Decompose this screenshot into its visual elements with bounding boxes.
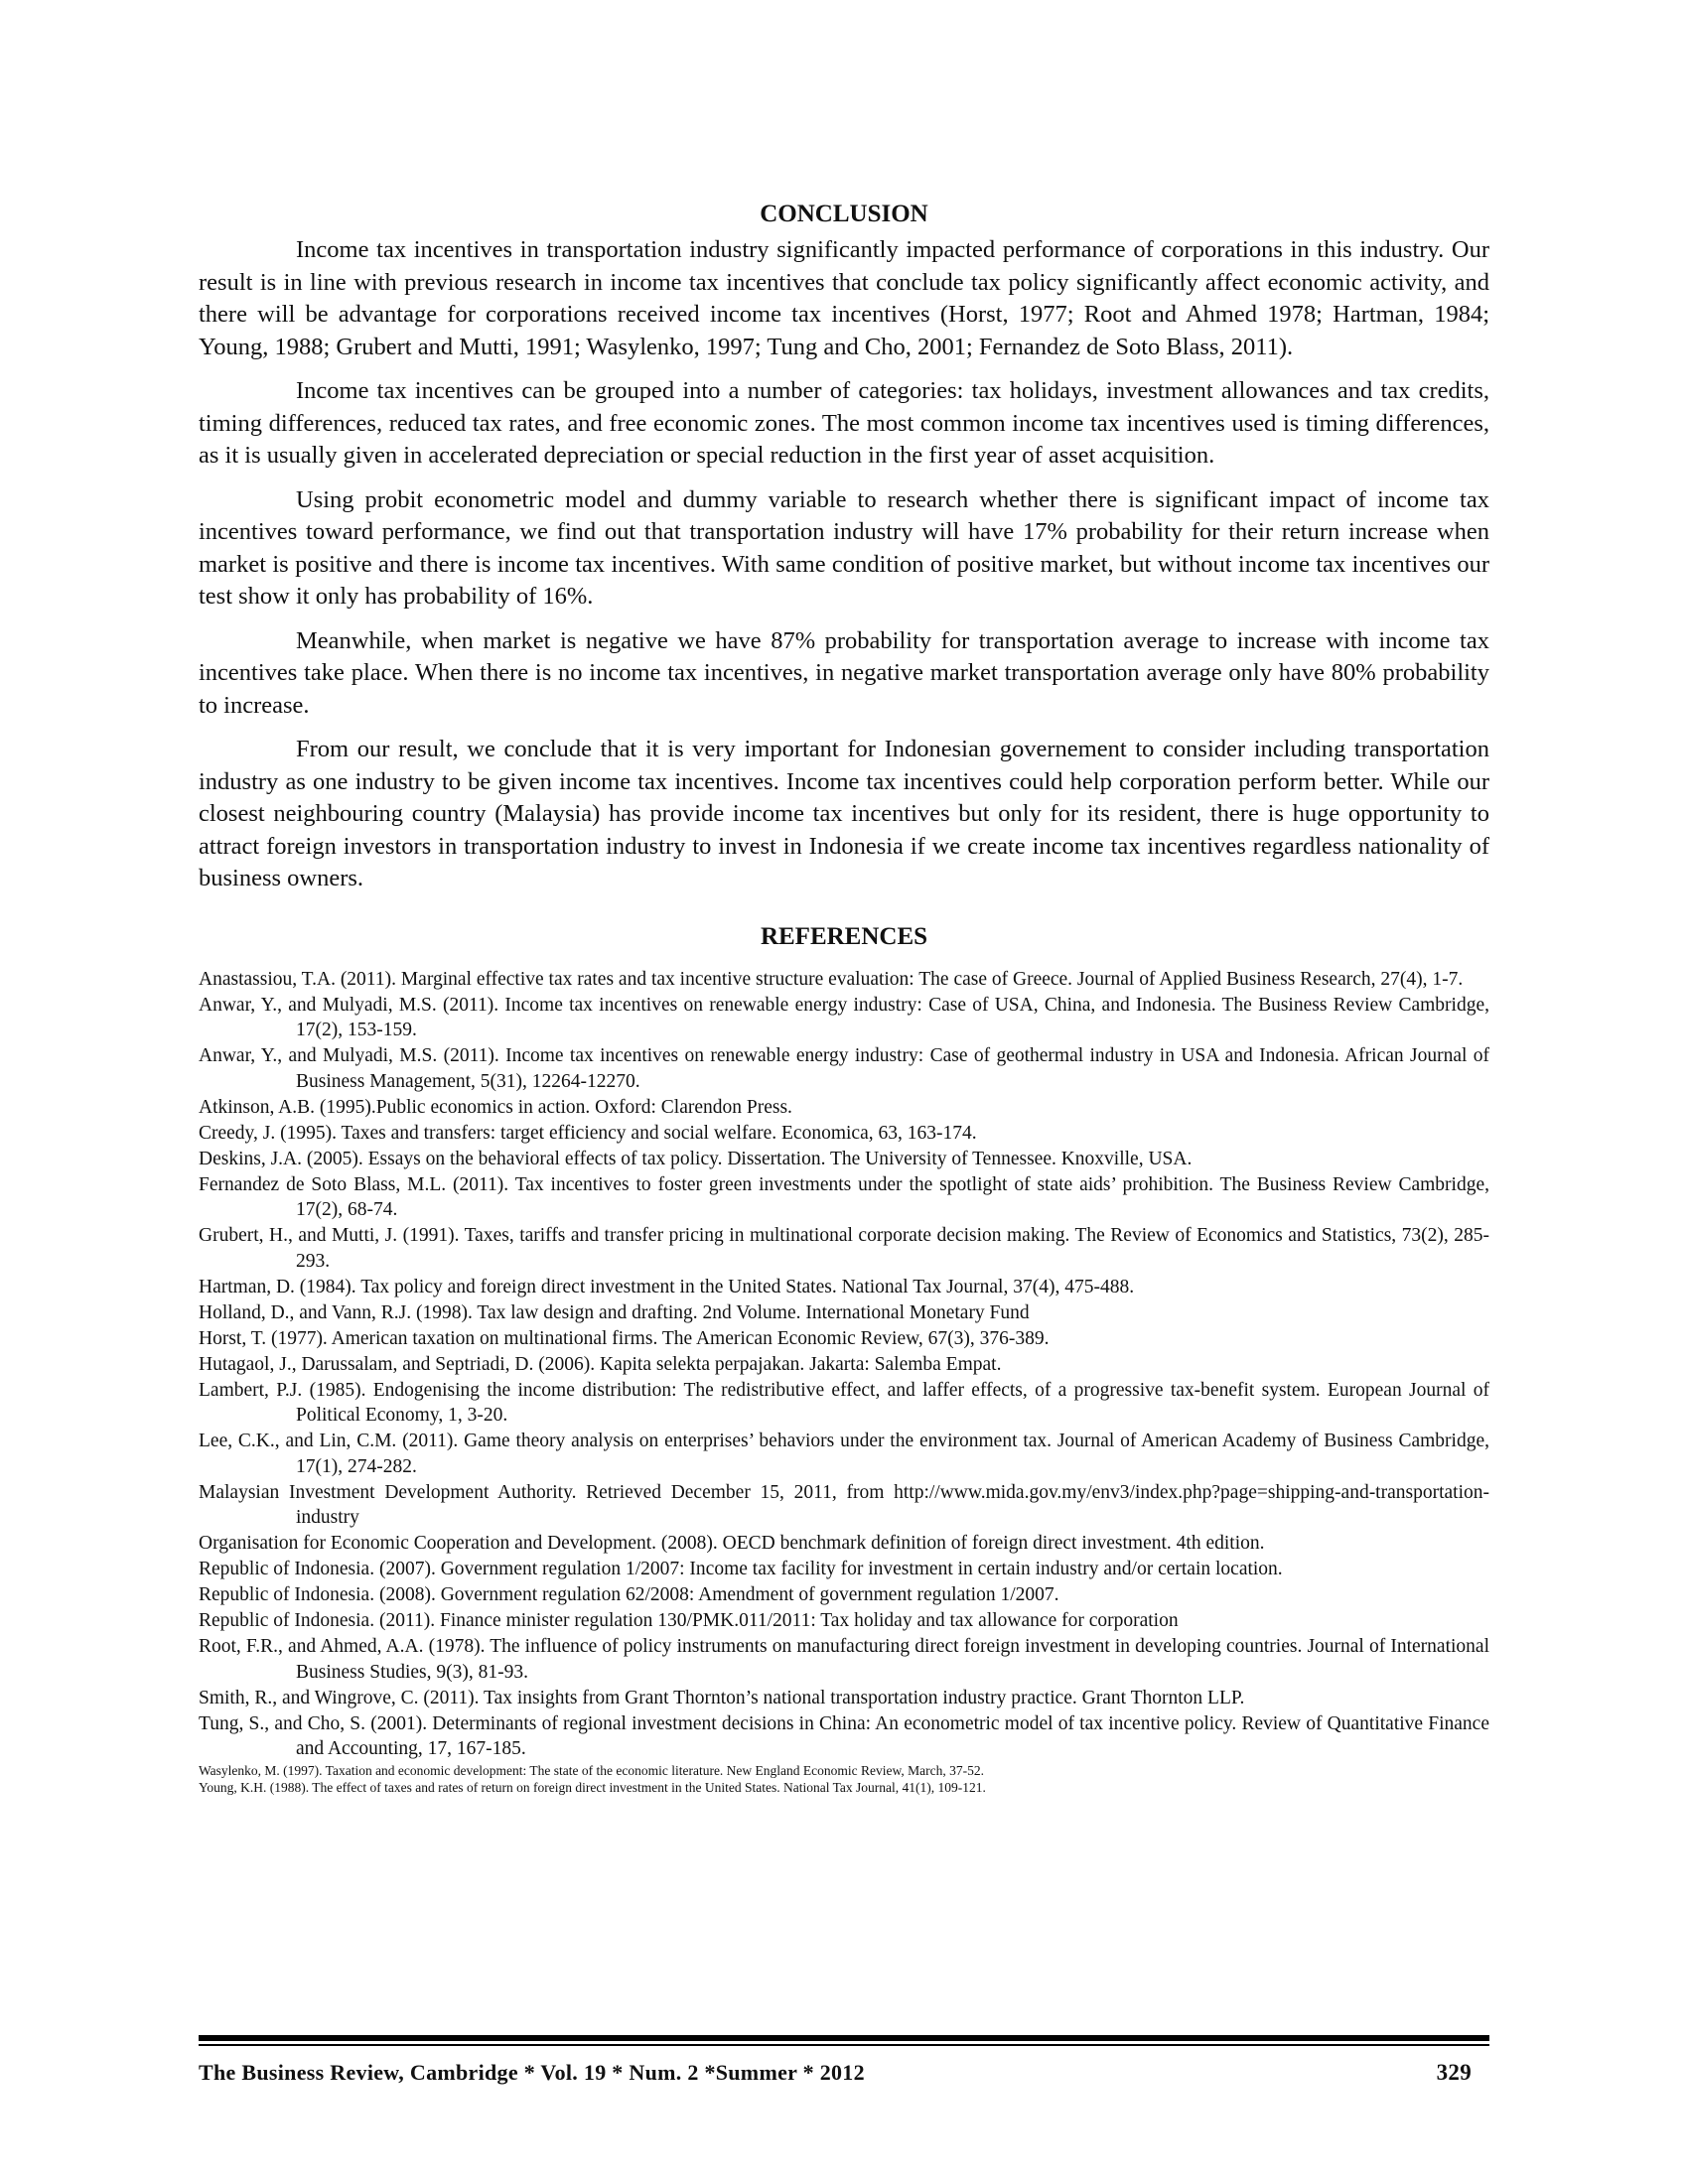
conclusion-paragraph: Meanwhile, when market is negative we have 87% probability for transportation average to increase with income tax incentives take place. When there is no income tax incentives, in negative market transportation average only have 80% probability to increase. (199, 626, 1489, 719)
reference-item: Republic of Indonesia. (2008). Government regulation 62/2008: Amendment of government regulation 1/2007. (199, 1584, 1059, 1605)
conclusion-paragraph: Using probit econometric model and dummy variable to research whether there is significant impact of income tax incentives toward performance, we find out that transportation industry will have 17% probability for their return increase when market is positive and there is income tax incentives. With same condition of positive market, but without income tax incentives our test show it only has probability of 16%. (199, 485, 1489, 610)
reference-item: Atkinson, A.B. (1995).Public economics in action. Oxford: Clarendon Press. (199, 1096, 792, 1118)
reference-item: Hartman, D. (1984). Tax policy and foreign direct investment in the United States. National Tax Journal, 37(4), 475-488. (199, 1276, 1135, 1297)
conclusion-paragraph: Income tax incentives in transportation industry significantly impacted performance of corporations in this industry. Our result is in line with previous research in income tax incentives that conclude tax policy significantly affect economic activity, and there will be advantage for corporations received income tax incentives (Horst, 1977; Root and Ahmed 1978; Hartman, 1984; Young, 1988; Grubert and Mutti, 1991; Wasylenko, 1997; Tung and Cho, 2001; Fernandez de Soto Blass, 2011). (199, 236, 1489, 360)
reference-list (199, 967, 1489, 1797)
footer-rule-thin (199, 2044, 1489, 2046)
footer-journal-citation: The Business Review, Cambridge * Vol. 19 * Num. 2 *Summer * 2012 (199, 2060, 865, 2085)
reference-item: Deskins, J.A. (2005). Essays on the behavioral effects of tax policy. Dissertation. The University of Tennessee. Knoxville, USA. (199, 1148, 1193, 1169)
reference-item: Lee, C.K., and Lin, C.M. (2011). Game theory analysis on enterprises’ behaviors under the environment tax. Journal of American Academy of Business Cambridge, 17(1), 274-282. (199, 1431, 1489, 1477)
conclusion-paragraph: From our result, we conclude that it is very important for Indonesian governement to consider including transportation industry as one industry to be given income tax incentives. Income tax incentives could help corporation perform better. While our closest neighbouring country (Malaysia) has provide income tax incentives but only for its resident, there is huge opportunity to attract foreign investors in transportation industry to invest in Indonesia if we create income tax incentives regardless nationality of business owners. (199, 736, 1489, 891)
page-footer (199, 2035, 1489, 2086)
reference-item: Anastassiou, T.A. (2011). Marginal effective tax rates and tax incentive structure evaluation: The case of Greece. Journal of Applied Business Research, 27(4), 1-7. (199, 968, 1464, 990)
reference-item: Grubert, H., and Mutti, J. (1991). Taxes, tariffs and transfer pricing in multinational corporate decision making. The Review of Economics and Statistics, 73(2), 285-293. (199, 1225, 1489, 1272)
reference-item: Creedy, J. (1995). Taxes and transfers: target efficiency and social welfare. Economica, 63, 163-174. (199, 1122, 977, 1144)
reference-item: Smith, R., and Wingrove, C. (2011). Tax insights from Grant Thornton’s national transportation industry practice. Grant Thornton LLP. (199, 1687, 1245, 1708)
reference-item: Tung, S., and Cho, S. (2001). Determinants of regional investment decisions in China: An econometric model of tax incentive policy. Review of Quantitative Finance and Accounting, 17, 167-185. (199, 1712, 1489, 1759)
reference-item: Republic of Indonesia. (2011). Finance minister regulation 130/PMK.011/2011: Tax holiday and tax allowance for corporation (199, 1610, 1179, 1631)
reference-item: Malaysian Investment Development Authority. Retrieved December 15, 2011, from http://www.mida.gov.my/env3/index.php?page=shipping-and-transportation-industry (199, 1481, 1489, 1528)
reference-item: Fernandez de Soto Blass, M.L. (2011). Tax incentives to foster green investments under the spotlight of state aids’ prohibition. The Business Review Cambridge, 17(2), 68-74. (199, 1173, 1489, 1220)
reference-item: Lambert, P.J. (1985). Endogenising the income distribution: The redistributive effect, and laffer effects, of a progressive tax-benefit system. European Journal of Political Economy, 1, 3-20. (199, 1379, 1489, 1426)
reference-item: Organisation for Economic Cooperation and Development. (2008). OECD benchmark definition of foreign direct investment. 4th edition. (199, 1533, 1265, 1554)
reference-item: Root, F.R., and Ahmed, A.A. (1978). The influence of policy instruments on manufacturing direct foreign investment in developing countries. Journal of International Business Studies, 9(3), 81-93. (199, 1636, 1489, 1683)
references-heading: REFERENCES (760, 922, 928, 950)
reference-item: Anwar, Y., and Mulyadi, M.S. (2011). Income tax incentives on renewable energy industry: Case of USA, China, and Indonesia. The Business Review Cambridge, 17(2), 153-159. (199, 994, 1489, 1040)
reference-item: Holland, D., and Vann, R.J. (1998). Tax law design and drafting. 2nd Volume. International Monetary Fund (199, 1301, 1030, 1323)
reference-item: Young, K.H. (1988). The effect of taxes and rates of return on foreign direct investment in the United States. National Tax Journal, 41(1), 109-121. (199, 1780, 986, 1795)
conclusion-paragraph: Income tax incentives can be grouped into a number of categories: tax holidays, investment allowances and tax credits, timing differences, reduced tax rates, and free economic zones. The most common income tax incentives used is timing differences, as it is usually given in accelerated depreciation or special reduction in the first year of asset acquisition. (199, 377, 1489, 469)
page-number: 329 (1436, 2060, 1472, 2085)
conclusion-heading: CONCLUSION (760, 201, 928, 227)
page-content (199, 199, 1489, 1796)
reference-item: Republic of Indonesia. (2007). Government regulation 1/2007: Income tax facility for investment in certain industry and/or certain location. (199, 1559, 1283, 1579)
footer-row (199, 2060, 1489, 2086)
reference-item: Hutagaol, J., Darussalam, and Septriadi, D. (2006). Kapita selekta perpajakan. Jakarta: Salemba Empat. (199, 1353, 1002, 1375)
reference-item: Horst, T. (1977). American taxation on multinational firms. The American Economic Review, 67(3), 376-389. (199, 1327, 1050, 1349)
reference-item: Anwar, Y., and Mulyadi, M.S. (2011). Income tax incentives on renewable energy industry: Case of geothermal industry in USA and Indonesia. African Journal of Business Management, 5(31), 12264-12270. (199, 1045, 1489, 1092)
reference-item: Wasylenko, M. (1997). Taxation and economic development: The state of the economic literature. New England Economic Review, March, 37-52. (199, 1763, 984, 1778)
